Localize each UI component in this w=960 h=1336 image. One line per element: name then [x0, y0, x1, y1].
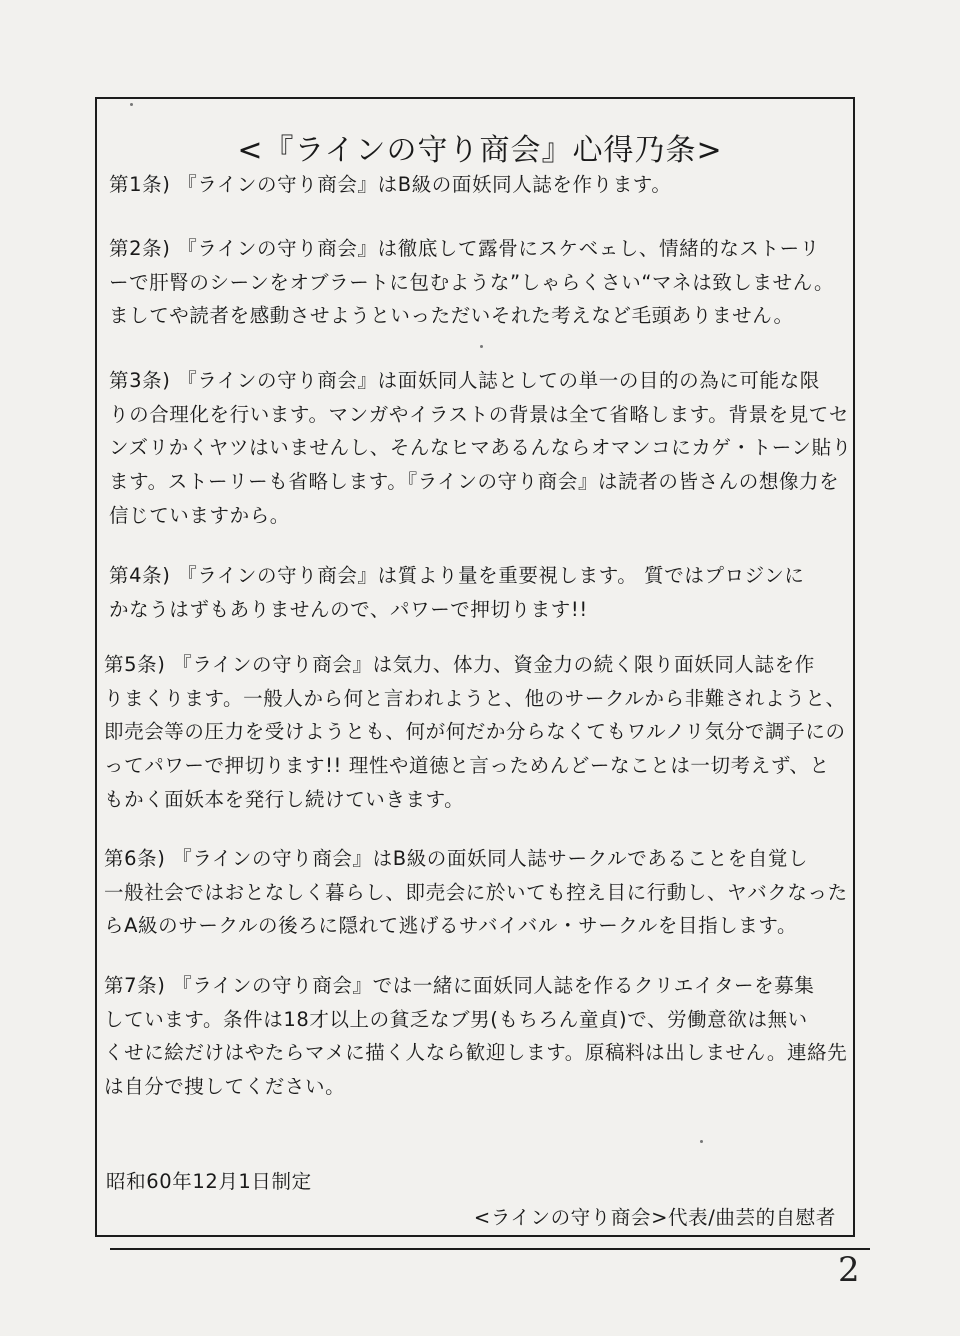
article-line: りの合理化を行います。マンガやイラストの背景は全て省略します。背景を見てセ: [109, 402, 849, 426]
article-line: ます。ストーリーも省略します。『ラインの守り商会』は読者の皆さんの想像力を: [109, 470, 840, 494]
article-line: ンズリかくヤツはいませんし、そんなヒマあるんならオマンコにカゲ・トーン貼り: [109, 436, 852, 460]
article-line: しています。条件は18才以上の貧乏なブ男(もちろん童貞)で、労働意欲は無い: [104, 1007, 808, 1031]
article-line: ってパワーで押切ります!! 理性や道徳と言っためんどーなことは一切考えず、と: [104, 754, 830, 778]
article-line: らA級のサークルの後ろに隠れて逃げるサバイバル・サークルを目指します。: [104, 914, 798, 938]
print-speck: [700, 1140, 703, 1143]
page-number: 2: [838, 1250, 860, 1290]
article-line: 第3条) 『ラインの守り商会』は面妖同人誌としての単一の目的の為に可能な限: [109, 369, 820, 392]
page-title: <『ラインの守り商会』心得乃条>: [237, 133, 723, 168]
article-line: もかく面妖本を発行し続けていきます。: [104, 787, 465, 811]
article-line: 即売会等の圧力を受けようとも、何が何だか分らなくてもワルノリ気分で調子にの: [104, 720, 846, 744]
article-7: [104, 969, 848, 1104]
article-line: 第6条) 『ラインの守り商会』はB級の面妖同人誌サークルであることを自覚し: [104, 847, 809, 870]
article-5: [104, 648, 844, 817]
article-line: ーで肝腎のシーンをオブラートに包むような”しゃらくさい“マネは致しません。: [109, 270, 835, 294]
article-line: 第2条) 『ラインの守り商会』は徹底して露骨にスケベェし、情緒的なストーリ: [109, 237, 820, 260]
print-speck: [130, 103, 133, 106]
article-line: 第1条) 『ラインの守り商会』はB級の面妖同人誌を作ります。: [109, 173, 672, 196]
article-1: [109, 168, 849, 202]
article-line: 一般社会ではおとなしく暮らし、即売会に於いても控え目に行動し、ヤバクなった: [104, 880, 848, 904]
article-6: [104, 842, 848, 943]
article-2: [109, 232, 849, 333]
article-4: [109, 559, 849, 626]
article-line: ましてや読者を感動させようといっただいそれた考えなど毛頭ありません。: [109, 304, 794, 328]
article-line: かなうはずもありませんので、パワーで押切ります!!: [109, 597, 588, 621]
article-line: 第5条) 『ラインの守り商会』は気力、体力、資金力の続く限り面妖同人誌を作: [104, 653, 815, 676]
article-line: 第7条) 『ラインの守り商会』では一緒に面妖同人誌を作るクリエイターを募集: [104, 974, 815, 997]
article-line: りまくります。一般人から何と言われようと、他のサークルから非難されようと、: [104, 686, 846, 710]
bottom-rule: [110, 1248, 870, 1250]
article-line: 第4条) 『ラインの守り商会』は質より量を重要視します。 質ではプロジンに: [109, 564, 805, 587]
print-speck: [480, 345, 483, 348]
article-line: 信じていますから。: [109, 503, 290, 527]
article-3: [109, 364, 852, 533]
article-line: は自分で捜してください。: [104, 1075, 346, 1099]
enacted-date: 昭和60年12月1日制定: [106, 1170, 312, 1193]
article-line: くせに絵だけはやたらマメに描く人なら歓迎します。原稿料は出しません。連絡先: [104, 1041, 848, 1065]
signature: <ラインの守り商会>代表/曲芸的自慰者: [473, 1206, 836, 1229]
